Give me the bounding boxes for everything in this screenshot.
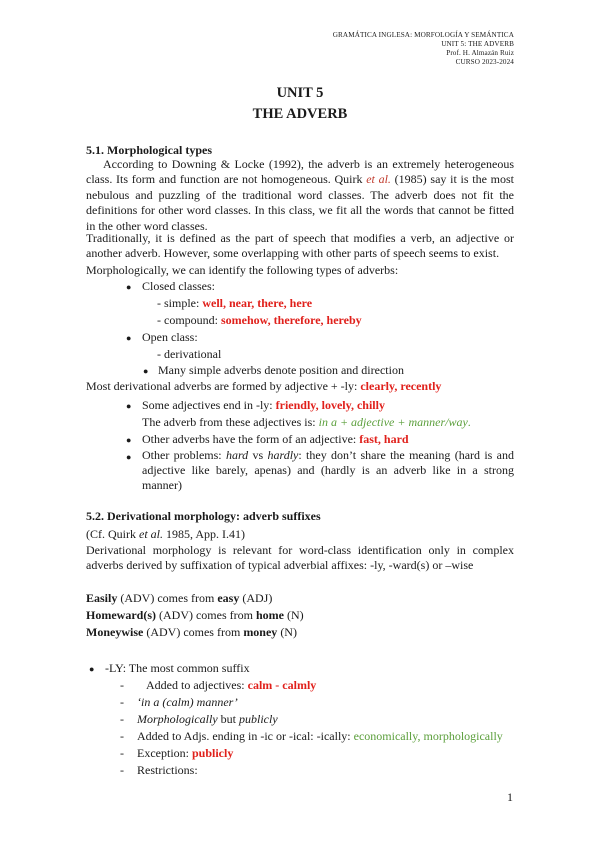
header-professor: Prof. H. Almazán Ruiz — [446, 49, 514, 57]
added-adjectives-example: calm - calmly — [247, 678, 317, 692]
bullet-icon: ● — [89, 664, 95, 674]
dash-icon: - — [120, 678, 124, 692]
adjective-form-label: Other adverbs have the form of an adjective: — [142, 432, 360, 446]
dash-icon: - — [120, 763, 124, 777]
header-course: GRAMÁTICA INGLESA: MORFOLOGÍA Y SEMÁNTICA — [332, 31, 514, 39]
problems-label: Other problems: — [142, 448, 226, 462]
example-moneywise-mid: (ADV) comes from — [143, 625, 244, 639]
unit-title: THE ADVERB — [252, 106, 348, 122]
paragraph-derivational: Derivational morphology is relevant for word-class identification only in complex adverbs derived by suffixation of typical adverbial affixes: -ly, -ward(s) or –wise — [86, 543, 514, 573]
adverb-from-line — [142, 415, 471, 430]
adverb-from-pattern: in a + adjective + manner/way — [318, 415, 468, 429]
bullet-icon: ● — [126, 401, 132, 411]
intro-etal: et al. — [366, 172, 391, 187]
example-easily-word: Easily — [86, 591, 118, 605]
example-homewards-word: Homeward(s) — [86, 608, 156, 622]
example-moneywise-word: Moneywise — [86, 625, 144, 639]
bullet-icon: ● — [126, 452, 132, 462]
derivational-line: - derivational — [157, 347, 222, 361]
example-moneywise — [86, 625, 297, 640]
closed-classes: Closed classes: — [142, 279, 215, 293]
simple-label: - simple: — [157, 296, 203, 310]
adjective-form-examples: fast, hard — [359, 432, 409, 446]
cf-reference — [86, 527, 245, 542]
example-easily-base: easy — [217, 591, 240, 605]
adverb-from-end: . — [467, 415, 471, 429]
ically-examples: economically, morphologically — [353, 729, 503, 743]
added-adjectives-line — [146, 678, 316, 693]
unit-number: UNIT 5 — [276, 85, 324, 101]
exception-label: Exception: — [137, 746, 192, 760]
publicly-word: publicly — [239, 712, 278, 726]
ly-adjectives-label: Some adjectives end in -ly: — [142, 398, 276, 412]
problems-hardly: hardly — [267, 448, 299, 462]
header-unit: UNIT 5: THE ADVERB — [441, 40, 514, 48]
page-number: 1 — [507, 790, 513, 804]
example-easily-class: (ADJ) — [239, 591, 273, 605]
dash-icon: - — [120, 746, 124, 760]
dash-icon: - — [120, 712, 124, 726]
morphologically-but: but — [217, 712, 239, 726]
compound-line — [157, 313, 362, 328]
ically-line — [137, 729, 503, 744]
problems-text: : they don’t share the meaning (hard is and adjective like barely, apenas) and (hardly is an adverb like in a strong manner) — [142, 448, 514, 492]
simple-line — [157, 296, 312, 311]
example-homewards-base: home — [255, 608, 284, 622]
example-easily — [86, 591, 272, 606]
intro-text-b: (1985) say it is the most nebulous and puzzling of the traditional word classes. The adverb does not fit the definitions for other word classes. In this class, we fit all the words that cannot be fitted in the other word classes. — [86, 172, 514, 233]
paragraph-morphologically: Morphologically, we can identify the following types of adverbs: — [86, 263, 399, 277]
ly-adjectives-line — [142, 398, 385, 413]
position-direction-line: Many simple adverbs denote position and direction — [158, 363, 404, 377]
added-adjectives-label: Added to adjectives: — [146, 678, 248, 692]
header-year: CURSO 2023-2024 — [455, 58, 514, 66]
example-homewards-class: (N) — [283, 608, 304, 622]
restrictions-line: Restrictions: — [137, 763, 198, 777]
bullet-icon: ● — [126, 435, 132, 445]
other-problems — [142, 448, 514, 493]
open-class: Open class: — [142, 330, 198, 344]
example-moneywise-base: money — [243, 625, 278, 639]
ly-adjectives-examples: friendly, lovely, chilly — [275, 398, 385, 412]
example-homewards — [86, 608, 304, 623]
derivational-adverbs-line — [86, 379, 441, 394]
running-header — [333, 31, 514, 67]
ically-label: Added to Adjs. ending in -ic or -ical: -ically: — [137, 729, 354, 743]
cf-text-b: 1985, App. I.41) — [163, 527, 245, 541]
section-5-1-heading: 5.1. Morphological types — [86, 143, 212, 157]
cf-text-a: (Cf. Quirk — [86, 527, 139, 541]
bullet-icon: ● — [126, 282, 132, 292]
bullet-icon: ● — [143, 366, 149, 376]
paragraph-intro — [86, 157, 514, 234]
intro-text-a: According to Downing & Locke (1992), the adverb is an extremely heterogeneous class. Its form and function are not homogeneous. Quirk — [86, 157, 514, 187]
adverb-from-label: The adverb from these adjectives is: — [142, 415, 319, 429]
problems-hard: hard — [225, 448, 249, 462]
example-easily-mid: (ADV) comes from — [117, 591, 218, 605]
derivational-examples: clearly, recently — [360, 379, 442, 393]
paragraph-traditionally: Traditionally, it is defined as the part of speech that modifies a verb, an adjective or another adverb. However, some overlapping with other parts of speech seems to exist. — [86, 231, 514, 261]
bullet-icon: ● — [126, 333, 132, 343]
example-moneywise-class: (N) — [277, 625, 297, 639]
calm-manner-line: ‘in a (calm) manner’ — [137, 695, 238, 709]
morphologically-line — [137, 712, 278, 727]
problems-vs: vs — [248, 448, 268, 462]
ly-suffix-line: -LY: The most common suffix — [105, 661, 250, 675]
derivational-label: Most derivational adverbs are formed by adjective + -ly: — [86, 379, 361, 393]
exception-example: publicly — [191, 746, 234, 760]
compound-label: - compound: — [157, 313, 221, 327]
section-5-2-heading: 5.2. Derivational morphology: adverb suffixes — [86, 509, 321, 523]
dash-icon: - — [120, 695, 124, 709]
adjective-form-line — [142, 432, 409, 447]
cf-etal: et al. — [139, 527, 163, 541]
dash-icon: - — [120, 729, 124, 743]
compound-examples: somehow, therefore, hereby — [221, 313, 362, 327]
morphologically-word: Morphologically — [137, 712, 218, 726]
exception-line — [137, 746, 233, 761]
simple-examples: well, near, there, here — [202, 296, 313, 310]
example-homewards-mid: (ADV) comes from — [155, 608, 256, 622]
